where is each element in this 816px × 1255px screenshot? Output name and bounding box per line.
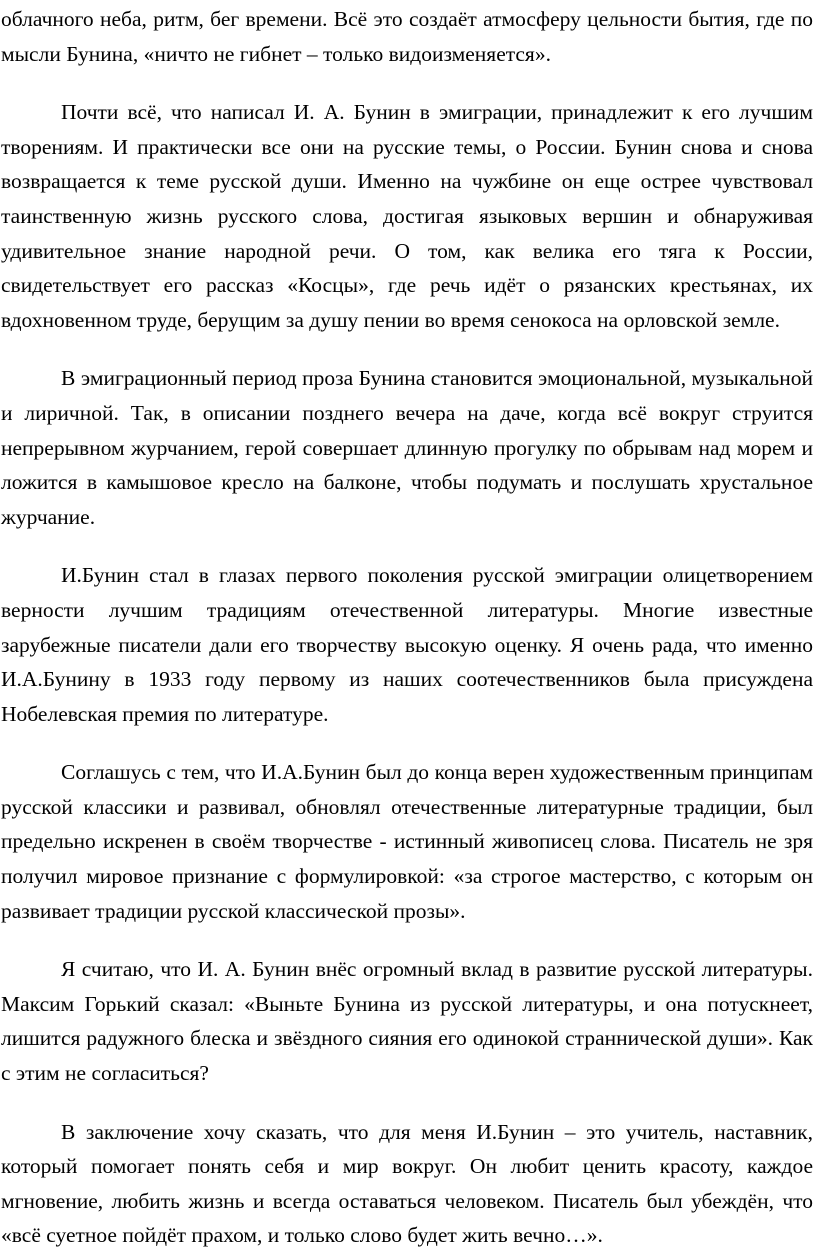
paragraph-gorky-quote: Я считаю, что И. А. Бунин внёс огромный вклад в развитие русской литературы. Максим Горький сказал: «Выньте Бунина из русской литературы, и она потускнеет, лишится радужного блеска и звёздного сияния его одинокой страннической души». Как с этим не согласиться? — [1, 957, 813, 1086]
paragraph-emigration-works: Почти всё, что написал И. А. Бунин в эмиграции, принадлежит к его лучшим творениям. И практически все они на русские темы, о России. Бунин снова и снова возвращается к теме русской души. Именно на чужбине он еще острее чувствовал таинственную жизнь русского слова, достигая языковых вершин и обнаруживая удивительное знание народной речи. О том, как велика его тяга к России, свидетельствует его рассказ «Косцы», где речь идёт о рязанских крестьянах, их вдохновенном труде, берущим за душу пении во время сенокоса на орловской земле. — [1, 100, 813, 332]
paragraph-conclusion: В заключение хочу сказать, что для меня И.Бунин – это учитель, наставник, который помогает понять себя и мир вокруг. Он любит ценить красоту, каждое мгновение, любить жизнь и всегда оставаться человеком. Писатель был убеждён, что «всё суетное пойдёт прахом, и только слово будет жить вечно…». — [1, 1119, 813, 1248]
paragraph-nobel-prize: И.Бунин стал в глазах первого поколения русской эмиграции олицетворением верности лучшим традициям отечественной литературы. Многие известные зарубежные писатели дали его творчеству высокую оценку. Я очень рада, что именно И.А.Бунину в 1933 году первому из наших соотечественников была присуждена Нобелевская премия по литературе. — [1, 563, 813, 726]
paragraph-emigration-prose: В эмиграционный период проза Бунина становится эмоциональной, музыкальной и лиричной. Так, в описании позднего вечера на даче, когда всё вокруг струится непрерывном журчанием, герой совершает длинную прогулку по обрывам над морем и ложится в камышовое кресло на балконе, чтобы подумать и послушать хрустальное журчание. — [1, 366, 813, 529]
essay-body — [1, 2, 813, 1255]
paragraph-classic-traditions: Соглашусь с тем, что И.А.Бунин был до конца верен художественным принципам русской классики и развивал, обновлял отечественные литературные традиции, был предельно искренен в своём творчестве - истинный живописец слова. Писатель не зря получил мировое признание с формулировкой: «за строгое мастерство, с которым он развивает традиции русской классической прозы». — [1, 760, 813, 923]
paragraph-continuation: облачного неба, ритм, бег времени. Всё это создаёт атмосферу цельности бытия, где по мысли Бунина, «ничто не гибнет – только видоизменяется». — [1, 7, 813, 66]
